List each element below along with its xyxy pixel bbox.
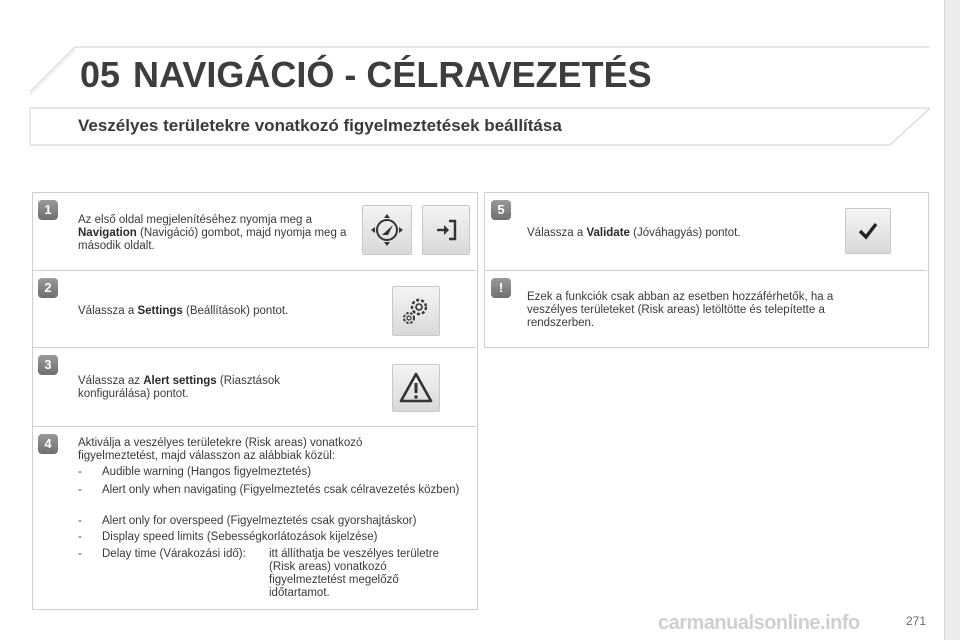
chapter-title: NAVIGÁCIÓ - CÉLRAVEZETÉS xyxy=(133,54,652,95)
step-badge-1: 1 xyxy=(38,200,58,220)
list-item: Alert only for overspeed (Figyelmeztetés csak gyorshajtáskor) xyxy=(102,515,417,527)
step-3-text: Válassza az Alert settings (Riasztások konfigurálása) pontot. xyxy=(78,375,280,400)
list-item: - xyxy=(78,466,82,478)
step-badge-5: 5 xyxy=(491,200,511,220)
section-title: Veszélyes területekre vonatkozó figyelmeztetések beállítása xyxy=(78,116,562,135)
watermark: carmanualsonline.info xyxy=(658,612,860,634)
step-4-intro: Aktiválja a veszélyes területekre (Risk areas) vonatkozó figyelmeztetést, majd válasszon az alábbiak közül: xyxy=(78,437,363,462)
navigation-joystick-icon xyxy=(367,210,407,250)
note-text: Ezek a funkciók csak abban az esetben hozzáférhetők, ha a veszélyes területeket (Risk areas) letöltötte és telepítette a rendszerben. xyxy=(527,291,834,329)
list-item: - xyxy=(78,548,82,560)
divider xyxy=(485,270,927,271)
navigation-button[interactable] xyxy=(362,205,412,255)
page-number: 271 xyxy=(906,614,927,628)
checkmark-icon xyxy=(856,219,880,243)
settings-gears-icon xyxy=(398,293,434,329)
warning-triangle-icon xyxy=(398,371,434,405)
step-2-text: Válassza a Settings (Beállítások) pontot. xyxy=(78,305,289,317)
step-badge-3: 3 xyxy=(38,355,58,375)
step-badge-2: 2 xyxy=(38,278,58,298)
list-item: - xyxy=(78,484,82,496)
next-page-button[interactable] xyxy=(422,205,470,255)
step-5-text: Válassza a Validate (Jóváhagyás) pontot. xyxy=(527,227,741,239)
divider xyxy=(33,270,476,271)
list-item: Alert only when navigating (Figyelmeztetés csak célravezetés közben) xyxy=(102,484,460,496)
settings-button[interactable] xyxy=(392,286,440,336)
note-badge: ! xyxy=(491,278,511,298)
list-item: itt állíthatja be veszélyes területre (Risk areas) vonatkozó figyelmeztetést megelőző időtartamot. xyxy=(269,548,440,599)
alert-settings-button[interactable] xyxy=(392,364,440,412)
list-item: - xyxy=(78,515,82,527)
next-page-icon xyxy=(431,215,461,245)
chapter-number: 05 xyxy=(80,54,121,95)
validate-button[interactable] xyxy=(845,208,891,254)
list-item: Display speed limits (Sebességkorlátozások kijelzése) xyxy=(102,531,378,543)
list-item: - xyxy=(78,531,82,543)
list-item-label: Delay time (Várakozási idő): xyxy=(102,548,246,560)
divider xyxy=(33,347,476,348)
step-badge-4: 4 xyxy=(38,434,58,454)
step-1-text: Az első oldal megjelenítéséhez nyomja meg a Navigation (Navigáció) gombot, majd nyomja meg a második oldalt. xyxy=(78,214,347,252)
divider xyxy=(33,426,476,427)
page-edge-strip xyxy=(944,0,960,640)
list-item: Audible warning (Hangos figyelmeztetés) xyxy=(102,466,312,478)
